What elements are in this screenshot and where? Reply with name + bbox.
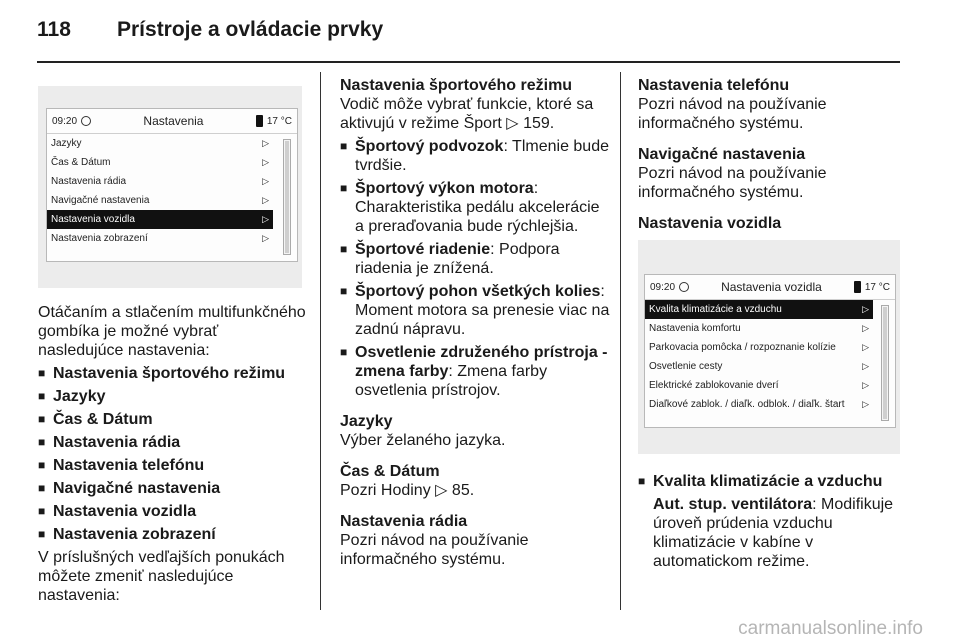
- radio-heading: Nastavenia rádia: [340, 513, 468, 530]
- bullet-item: ■ Nastavenia telefónu: [38, 457, 205, 474]
- screen-header: [645, 275, 895, 300]
- column-3: [638, 76, 900, 233]
- scrollbar-thumb[interactable]: [285, 141, 289, 253]
- menu-item[interactable]: [645, 300, 873, 319]
- chevron-right-icon: ▷: [262, 157, 269, 167]
- bullet-item: ■ Športový pohon všetkých kolies: Moment motora sa prenesie viac na zadnú nápravu.: [340, 283, 610, 338]
- page-number: 118: [37, 18, 71, 41]
- column-1: [38, 303, 308, 605]
- menu-item[interactable]: [47, 153, 273, 172]
- vehicle-settings-screen-figure: [638, 240, 900, 454]
- chevron-right-icon: ▷: [862, 323, 869, 333]
- phone-icon: [256, 115, 263, 127]
- bullet-icon: ■: [38, 366, 46, 380]
- menu-list: [47, 134, 273, 248]
- vehicle-settings-screen: [644, 274, 896, 428]
- menu-item-label: Čas & Dátum: [51, 157, 111, 168]
- chevron-right-icon: ▷: [862, 304, 869, 314]
- header-rule: [37, 61, 900, 63]
- bullet-icon: ■: [340, 284, 348, 298]
- menu-item[interactable]: [645, 395, 873, 414]
- clock-icon: [81, 116, 91, 126]
- bullet-item: ■ Nastavenia zobrazení: [38, 526, 216, 543]
- chevron-right-icon: ▷: [262, 214, 269, 224]
- menu-item-label: Nastavenia komfortu: [649, 323, 741, 334]
- bullet-icon: ■: [340, 181, 348, 195]
- chevron-right-icon: ▷: [262, 138, 269, 148]
- menu-item[interactable]: [47, 172, 273, 191]
- sport-bullet-list: [340, 137, 610, 400]
- bullet-icon: ■: [38, 504, 46, 518]
- sport-heading: Nastavenia športového režimu: [340, 77, 573, 94]
- bullet-item: ■ Čas & Dátum: [38, 411, 153, 428]
- menu-item-label: Elektrické zablokovanie dverí: [649, 380, 779, 391]
- page-ref-icon: ▷: [435, 482, 448, 499]
- column-divider-2: [620, 72, 621, 610]
- menu-item[interactable]: [47, 134, 273, 153]
- bullet-item: ■ Športové riadenie: Podpora riadenia je znížená.: [340, 241, 560, 277]
- settings-bullet-list: [38, 364, 308, 544]
- radio-text: Pozri návod na používanie informačného systému.: [340, 532, 529, 568]
- outro-text: V príslušných vedľajších ponukách môžete zmeniť nasledujúce nastavenia:: [38, 549, 285, 604]
- screen-header: [47, 109, 297, 134]
- page-ref-icon: ▷: [506, 115, 519, 132]
- bullet-item: ■ Športový výkon motora: Charakteristika pedálu akcelerácie a preraďovania bude rýchlejšia.: [340, 180, 600, 235]
- screen-title: Nastavenia vozidla: [721, 280, 822, 294]
- menu-item-label: Nastavenia zobrazení: [51, 233, 148, 244]
- sport-text: Vodič môže vybrať funkcie, ktoré sa aktivujú v režime Šport ▷ 159.: [340, 96, 594, 132]
- column-2: [340, 76, 610, 569]
- phone-icon: [854, 281, 861, 293]
- bullet-icon: ■: [38, 412, 46, 426]
- menu-list: [645, 300, 873, 414]
- menu-item[interactable]: [645, 338, 873, 357]
- settings-screen-figure: [38, 86, 302, 288]
- temperature-text: 17 °C: [266, 115, 292, 127]
- bullet-item: ■ Osvetlenie združeného prístroja - zmena farby: Zmena farby osvetlenia prístrojov.: [340, 344, 608, 399]
- phone-heading: Nastavenia telefónu: [638, 77, 790, 94]
- fan-text: Aut. stup. ventilátora: Modifikuje úroveň prúdenia vzduchu klimatizácie v kabíne v automatickom režime.: [653, 496, 894, 570]
- chevron-right-icon: ▷: [862, 399, 869, 409]
- menu-item[interactable]: [645, 376, 873, 395]
- bullet-item: ■ Navigačné nastavenia: [38, 480, 221, 497]
- climate-bullet: ■ Kvalita klimatizácie a vzduchu: [638, 473, 883, 490]
- bullet-icon: ■: [38, 435, 46, 449]
- menu-item[interactable]: [47, 191, 273, 210]
- scrollbar[interactable]: [881, 305, 889, 421]
- bullet-item: ■ Nastavenia športového režimu: [38, 365, 286, 382]
- nav-heading: Navigačné nastavenia: [638, 146, 806, 163]
- page-title: Prístroje a ovládacie prvky: [117, 18, 384, 41]
- menu-item-label: Parkovacia pomôcka / rozpoznanie kolízie: [649, 342, 836, 353]
- clock-text: 09:20: [650, 281, 676, 293]
- menu-item[interactable]: [47, 229, 273, 248]
- bullet-item: ■ Športový podvozok: Tlmenie bude tvrdšie.: [340, 138, 609, 174]
- time-heading: Čas & Dátum: [340, 463, 440, 480]
- chevron-right-icon: ▷: [262, 176, 269, 186]
- screen-title: Nastavenia: [143, 114, 204, 128]
- bullet-item: ■ Nastavenia vozidla: [38, 503, 197, 520]
- bullet-icon: ■: [38, 527, 46, 541]
- menu-item-label: Nastavenia vozidla: [51, 214, 135, 225]
- menu-item-label: Kvalita klimatizácie a vzduchu: [649, 304, 782, 315]
- clock-text: 09:20: [52, 115, 78, 127]
- scrollbar-thumb[interactable]: [883, 307, 887, 419]
- bullet-icon: ■: [638, 474, 646, 488]
- temperature-text: 17 °C: [864, 281, 890, 293]
- chevron-right-icon: ▷: [262, 195, 269, 205]
- vehicle-heading: Nastavenia vozidla: [638, 215, 782, 232]
- menu-item-label: Jazyky: [51, 138, 82, 149]
- column-3-lower: [638, 468, 900, 571]
- menu-item[interactable]: [645, 357, 873, 376]
- lang-text: Výber želaného jazyka.: [340, 432, 506, 449]
- column-divider-1: [320, 72, 321, 610]
- menu-item-label: Nastavenia rádia: [51, 176, 127, 187]
- phone-text: Pozri návod na používanie informačného systému.: [638, 96, 827, 132]
- chevron-right-icon: ▷: [862, 342, 869, 352]
- nav-text: Pozri návod na používanie informačného systému.: [638, 165, 827, 201]
- scrollbar[interactable]: [283, 139, 291, 255]
- chevron-right-icon: ▷: [862, 380, 869, 390]
- bullet-icon: ■: [340, 139, 348, 153]
- bullet-icon: ■: [340, 345, 348, 359]
- menu-item-label: Osvetlenie cesty: [649, 361, 723, 372]
- menu-item[interactable]: [47, 210, 273, 229]
- time-text: Pozri Hodiny ▷ 85.: [340, 482, 475, 499]
- watermark: carmanualsonline.info: [738, 618, 923, 639]
- intro-text: Otáčaním a stlačením multifunkčného gombíka je možné vybrať nasledujúce nastavenia:: [38, 304, 306, 359]
- menu-item[interactable]: [645, 319, 873, 338]
- chevron-right-icon: ▷: [262, 233, 269, 243]
- clock-icon: [679, 282, 689, 292]
- menu-item-label: Diaľkové zablok. / diaľk. odblok. / diaľk. štart: [649, 399, 845, 410]
- settings-screen: [46, 108, 298, 262]
- bullet-icon: ■: [38, 481, 46, 495]
- bullet-icon: ■: [38, 389, 46, 403]
- bullet-icon: ■: [340, 242, 348, 256]
- menu-item-label: Navigačné nastavenia: [51, 195, 150, 206]
- lang-heading: Jazyky: [340, 413, 393, 430]
- bullet-item: ■ Nastavenia rádia: [38, 434, 181, 451]
- bullet-item: ■ Jazyky: [38, 388, 106, 405]
- bullet-icon: ■: [38, 458, 46, 472]
- chevron-right-icon: ▷: [862, 361, 869, 371]
